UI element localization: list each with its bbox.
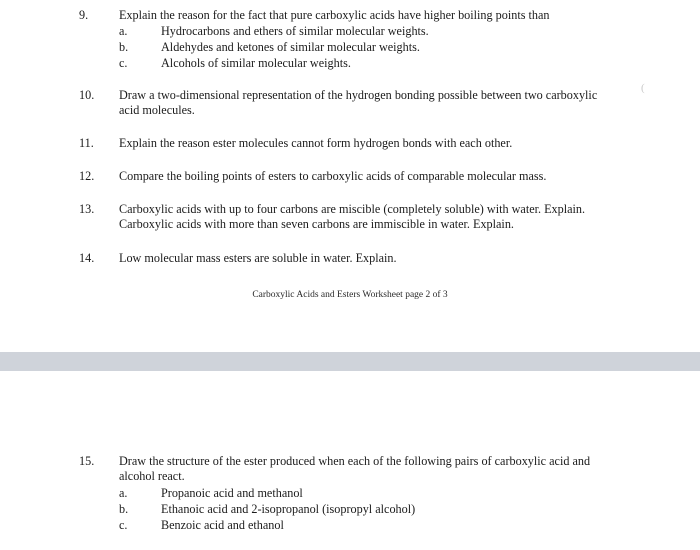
margin-mark: (: [641, 82, 645, 94]
question-text: Carboxylic acids with up to four carbons are miscible (completely soluble) with water. Explain. Carboxylic acids with more than seven carbons are immiscible in water. Explain.: [119, 202, 586, 231]
question-text: Explain the reason ester molecules cannot form hydrogen bonds with each other.: [119, 136, 513, 150]
question-text: Low molecular mass esters are soluble in water. Explain.: [119, 251, 397, 265]
page-separator: [0, 352, 700, 371]
question-text: Draw a two-dimensional representation of the hydrogen bonding possible between two carboxylic acid molecules.: [119, 88, 598, 117]
worksheet-page-3: [0, 371, 700, 550]
question-text: Compare the boiling points of esters to carboxylic acids of comparable molecular mass.: [119, 169, 547, 183]
question-prompt: Explain the reason for the fact that pure carboxylic acids have higher boiling points than: [119, 8, 550, 22]
question-prompt: Draw the structure of the ester produced when each of the following pairs of carboxylic acid and alcohol react.: [119, 454, 591, 483]
question-number: 12.: [79, 169, 95, 183]
question-text: Draw the structure of the ester produced when each of the following pairs of carboxylic acid and alcohol react. a. Propanoic acid and methanol b. Ethanoic acid and 2-isopropanol (isopropyl alcohol) c. Benzoic acid and ethanol: [119, 454, 614, 484]
question-number: 14.: [79, 251, 95, 265]
question-number: 15.: [79, 454, 95, 468]
question-number: 11.: [79, 136, 94, 150]
page-footer: Carboxylic Acids and Esters Worksheet page 2 of 3: [252, 290, 448, 300]
question-text: Explain the reason for the fact that pure carboxylic acids have higher boiling points than a. Hydrocarbons and ethers of similar molecular weights. b. Aldehydes and ketones of similar molecular weights. c. Alcohols of similar molecular weights.: [119, 8, 639, 23]
question-number: 10.: [79, 88, 95, 102]
question-number: 13.: [79, 202, 95, 216]
question-number: 9.: [79, 8, 89, 22]
